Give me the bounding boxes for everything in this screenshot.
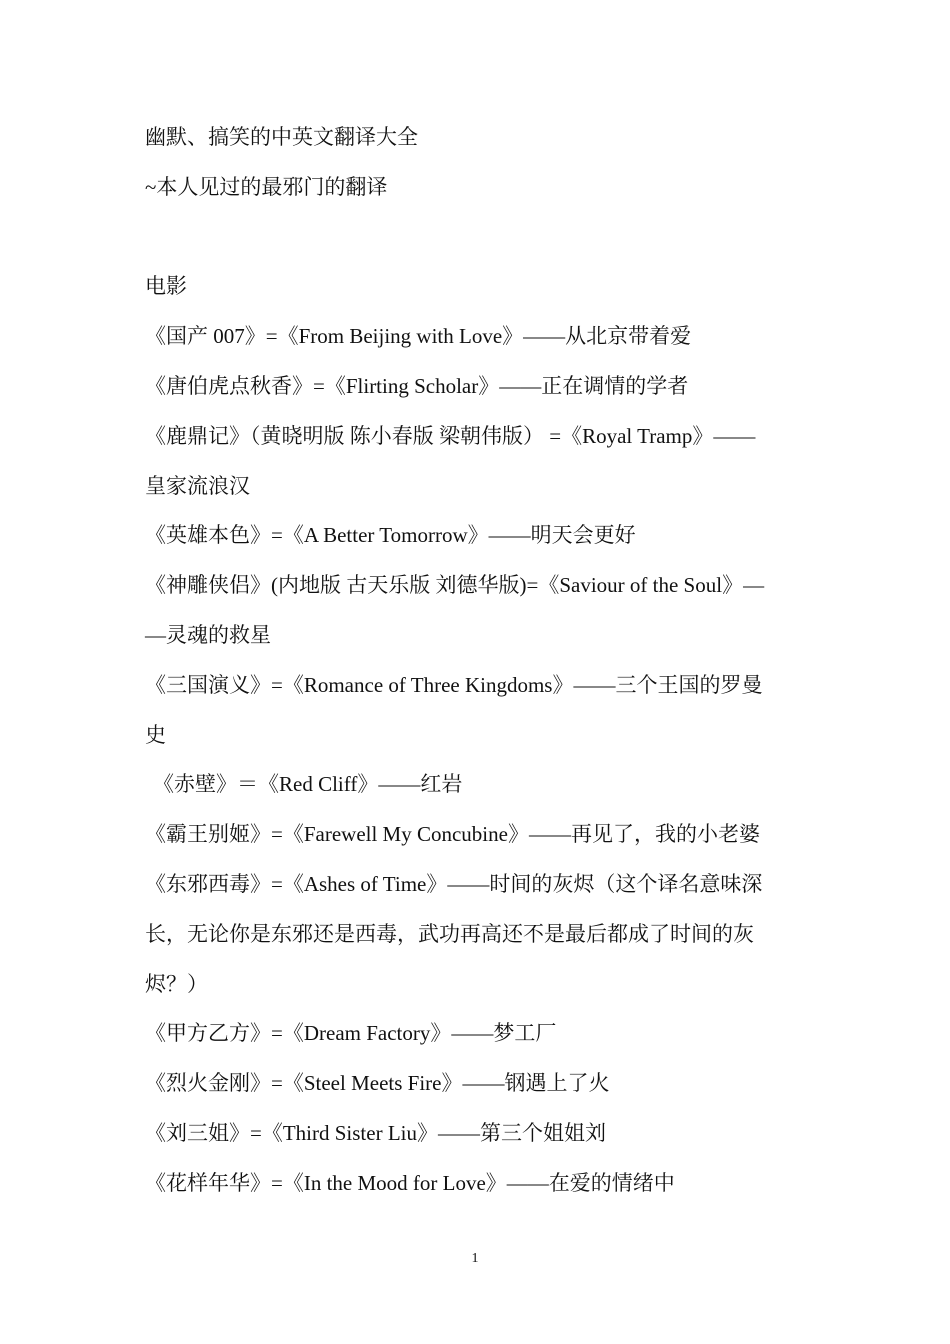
- blank-line: [145, 213, 810, 263]
- section-heading: 电影: [145, 274, 187, 299]
- text-line: 烬？）: [145, 971, 208, 996]
- text-line: 皇家流浪汉: [145, 473, 250, 498]
- text-line: 《烈火金刚》=《Steel Meets Fire》——钢遇上了火: [145, 1071, 610, 1096]
- text-line: 《霸王别姬》=《Farewell My Concubine》——再见了，我的小老婆: [145, 822, 760, 847]
- document-subtitle: ~本人见过的最邪门的翻译: [145, 174, 388, 199]
- text-line: 长，无论你是东邪还是西毒，武功再高还不是最后都成了时间的灰: [145, 921, 754, 946]
- text-line: —灵魂的救星: [145, 622, 271, 647]
- text-line: 《花样年华》=《In the Mood for Love》——在爱的情绪中: [145, 1170, 675, 1195]
- text-line: 《赤壁》＝《Red Cliff》——红岩: [153, 772, 463, 797]
- page-number: 1: [471, 1251, 479, 1266]
- text-line: 《唐伯虎点秋香》=《Flirting Scholar》——正在调情的学者: [145, 373, 689, 398]
- document-title: 幽默、搞笑的中英文翻译大全: [145, 125, 418, 149]
- text-line: 《国产 007》=《From Beijing with Love》——从北京带着爱: [145, 324, 692, 349]
- text-line: 《甲方乙方》=《Dream Factory》——梦工厂: [145, 1021, 557, 1046]
- document-body: [145, 113, 810, 1209]
- text-line: 《三国演义》=《Romance of Three Kingdoms》——三个王国的罗曼: [145, 672, 763, 697]
- text-line: 《英雄本色》=《A Better Tomorrow》——明天会更好: [145, 523, 636, 548]
- text-line: 史: [145, 722, 166, 747]
- text-line: 《刘三姐》=《Third Sister Liu》——第三个姐姐刘: [145, 1120, 606, 1145]
- text-line: 《东邪西毒》=《Ashes of Time》——时间的灰烬（这个译名意味深: [145, 871, 763, 896]
- text-line: 《鹿鼎记》（黄晓明版 陈小春版 梁朝伟版） =《Royal Tramp》——: [145, 423, 756, 448]
- text-line: 《神雕侠侣》(内地版 古天乐版 刘德华版)=《Saviour of the Soul》—: [145, 573, 765, 598]
